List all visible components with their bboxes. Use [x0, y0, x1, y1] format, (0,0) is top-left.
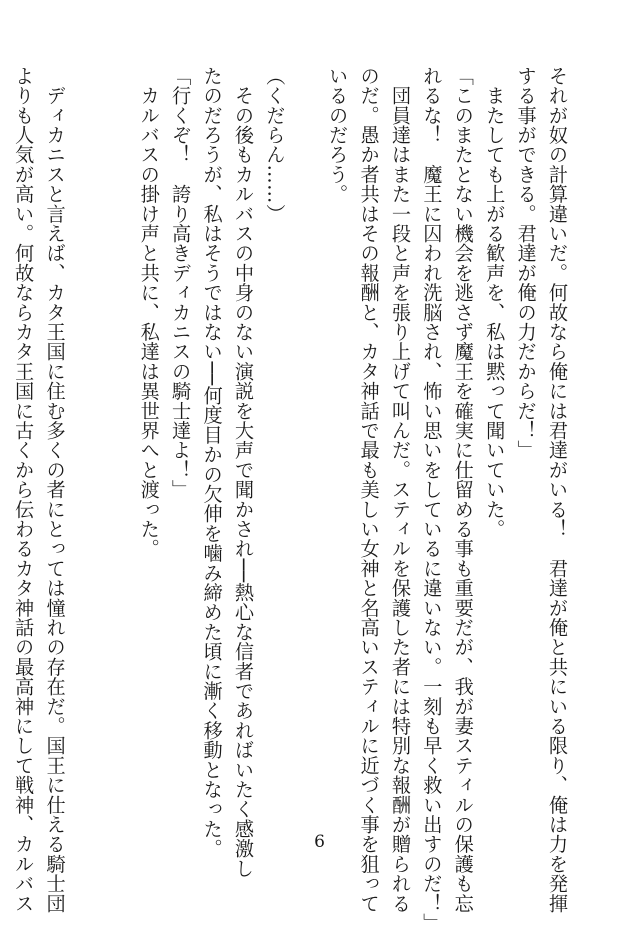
text-line: その後もカルバスの中身のない演説を大声で聞かされ──熱心な信者であればいたく感激し — [231, 66, 255, 879]
text-line: 「行くぞ！ 誇り高きディカニスの騎士達よ！」 — [169, 66, 193, 500]
text-line: ディカニスと言えば、カタ王国に住む多くの者にとっては憧れの存在だ。国王に仕える騎士団 — [43, 66, 67, 914]
text-line: 「このまたとない機会を逃さず魔王を確実に仕留める事も重要だが、我が妻スティルの保護も忘 — [451, 66, 475, 914]
text-line: いるのだろう。 — [326, 66, 350, 204]
text-line: （くだらん……） — [263, 66, 287, 224]
text-line: れるな！ 魔王に囚われ洗脳され、怖い思いをしているに違いない。一刻も早く救い出すのだ！」 — [420, 66, 444, 933]
blank-line — [290, 66, 321, 806]
text-line: カルバスの掛け声と共に、私達は異世界へと渡った。 — [137, 66, 161, 559]
blank-line — [102, 66, 133, 806]
text-line: よりも人気が高い。何故ならカタ王国に古くから伝わるカタ神話の最高神にして戦神、カルバス — [12, 66, 36, 914]
blank-line — [71, 66, 102, 806]
page-number: 6 — [314, 832, 325, 852]
text-line: 団員達はまた一段と声を張り上げて叫んだ。スティルを保護した者には特別な報酬が贈られる — [388, 66, 412, 914]
text-line: のだ。愚か者共はその報酬と、カタ神話で最も美しい女神と名高いスティルに近づく事を狙って — [357, 66, 381, 914]
text-line: たのだろうが、私はそうではない──何度目かの欠伸を噛み締めた頃に漸く移動となった。 — [200, 66, 224, 859]
text-line: またしても上がる歓声を、私は黙って聞いていた。 — [483, 66, 507, 539]
text-line: する事ができる。君達が俺の力だからだ！」 — [514, 66, 538, 460]
text-line: それが奴の計算違いだ。何故なら俺には君達がいる！ 君達が俺と共にいる限り、俺は力を発揮 — [546, 66, 569, 914]
vertical-text-body — [8, 66, 573, 933]
